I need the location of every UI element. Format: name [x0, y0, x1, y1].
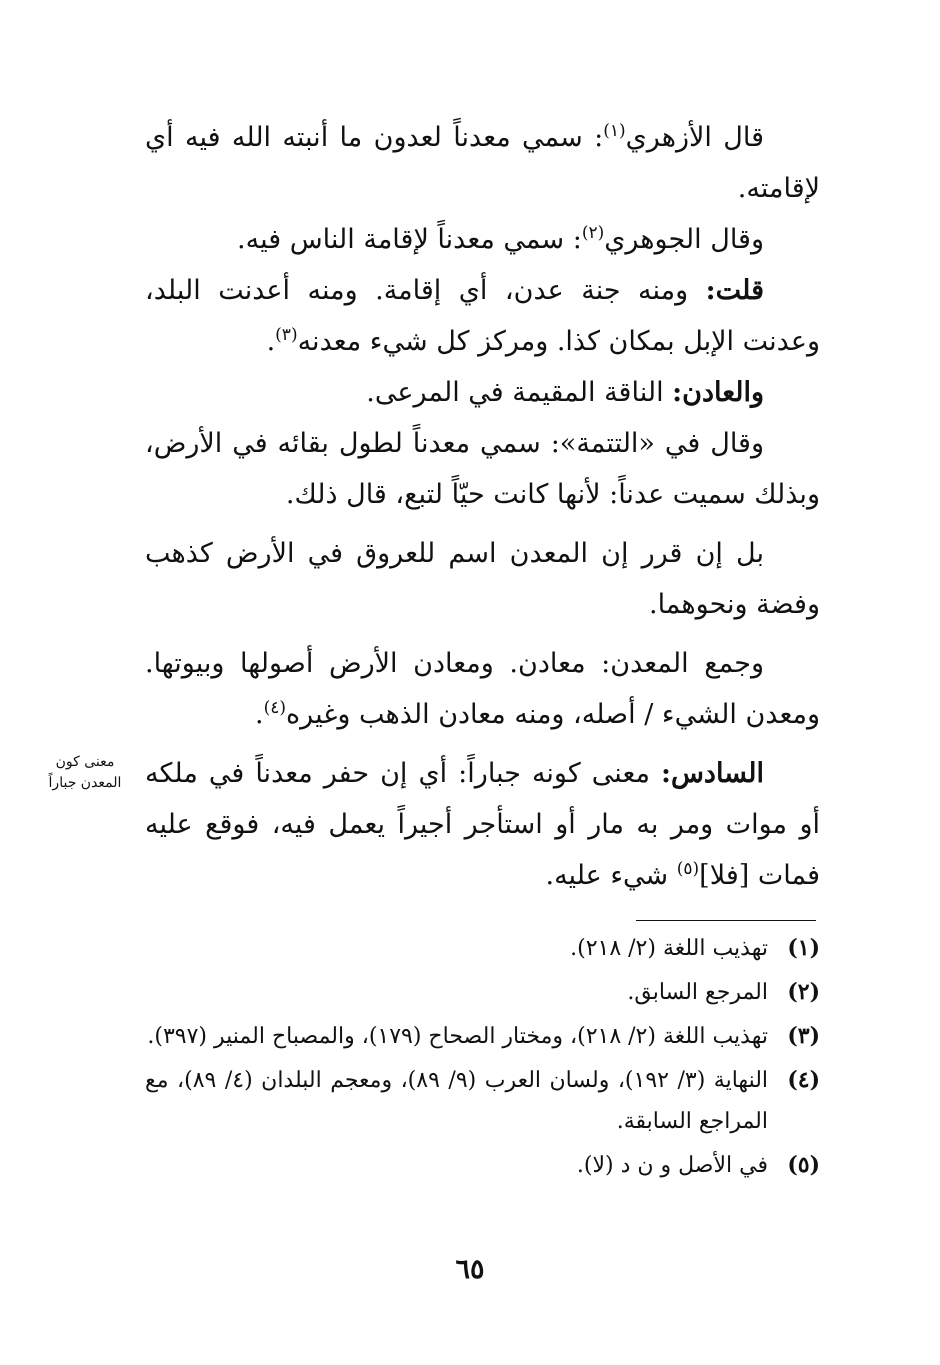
- footnote-ref-2[interactable]: (٢): [581, 223, 605, 243]
- footnote-text: النهاية (٣/ ١٩٢)، ولسان العرب (٩/ ٨٩)، ومعجم البلدان (٤/ ٨٩)، مع المراجع السابقة.: [145, 1068, 769, 1134]
- footnote-text: المرجع السابق.: [627, 980, 768, 1005]
- footnote-ref-3[interactable]: (٣): [275, 325, 298, 345]
- footnote-number: (٣): [787, 1023, 820, 1049]
- paragraph-uruq: بل إن قرر إن المعدن اسم للعروق في الأرض كذهب وفضة ونحوهما.: [145, 538, 820, 620]
- footnote-text: تهذيب اللغة (٢/ ٢١٨).: [570, 936, 768, 961]
- paragraph-jawhari: وقال الجوهري$^{(٢)}$: سمي معدناً لإقامة الناس فيه.: [237, 223, 764, 255]
- paragraph-jam: وجمع المعدن: معادن. ومعادن الأرض أصولها وبيوتها. ومعدن الشيء / أصله، ومنه معادن الذهب وغيره$^{(٤)}$.: [145, 648, 820, 730]
- paragraph-aadin: والعادن: الناقة المقيمة في المرعى.: [366, 377, 764, 408]
- lead-word-qultu: قلت:: [705, 275, 764, 306]
- footnote-5: [145, 1145, 820, 1186]
- margin-note: [30, 752, 140, 794]
- lead-word-aadin: والعادن:: [672, 377, 764, 408]
- footnotes: [145, 928, 820, 1186]
- footnote-number: (٢): [787, 979, 820, 1005]
- footnote-number: (١): [787, 935, 820, 961]
- footnote-4: [145, 1060, 820, 1142]
- paragraph-qultu: قلت: ومنه جنة عدن، أي إقامة. ومنه أعدنت البلد، وعدنت الإبل بمكان كذا. ومركز كل شيء معدنه$^{(٣)}$.: [145, 275, 820, 357]
- footnote-divider: [636, 920, 816, 921]
- footnote-text: تهذيب اللغة (٢/ ٢١٨)، ومختار الصحاح (١٧٩)، والمصباح المنير (٣٩٧).: [147, 1024, 768, 1049]
- main-text: [145, 112, 820, 901]
- paragraph-azhari: قال الأزهري$^{(١)}$: سمي معدناً لعدون ما أنبته الله فيه أي لإقامته.: [145, 121, 820, 204]
- lead-word-sadis: السادس:: [661, 758, 764, 789]
- footnote-2: [145, 972, 820, 1013]
- footnote-ref-4[interactable]: (٤): [263, 698, 287, 718]
- footnote-1: [145, 928, 820, 969]
- margin-note-line-2: المعدن جباراً: [48, 775, 122, 791]
- paragraph-sadis: السادس: معنى كونه جباراً: أي إن حفر معدناً في ملكه أو موات ومر به مار أو استأجر أجيراً يعمل فيه، فوقع عليه فمات [فلا]$^{(٥)}$ شيء عليه.: [145, 758, 820, 891]
- footnote-number: (٤): [787, 1067, 820, 1093]
- margin-note-line-1: معنى كون: [55, 754, 115, 770]
- footnote-text: في الأصل و ن د (لا).: [576, 1153, 768, 1178]
- footnote-ref-1[interactable]: (١): [603, 121, 626, 141]
- page-number: ٦٥: [455, 1254, 485, 1285]
- paragraph-tatimma: وقال في «التتمة»: سمي معدناً لطول بقائه في الأرض، وبذلك سميت عدناً: لأنها كانت حيّاً لتبع، قال ذلك.: [145, 428, 820, 510]
- footnote-3: [145, 1016, 820, 1057]
- footnote-ref-5[interactable]: (٥): [676, 859, 700, 879]
- footnote-number: (٥): [787, 1152, 820, 1178]
